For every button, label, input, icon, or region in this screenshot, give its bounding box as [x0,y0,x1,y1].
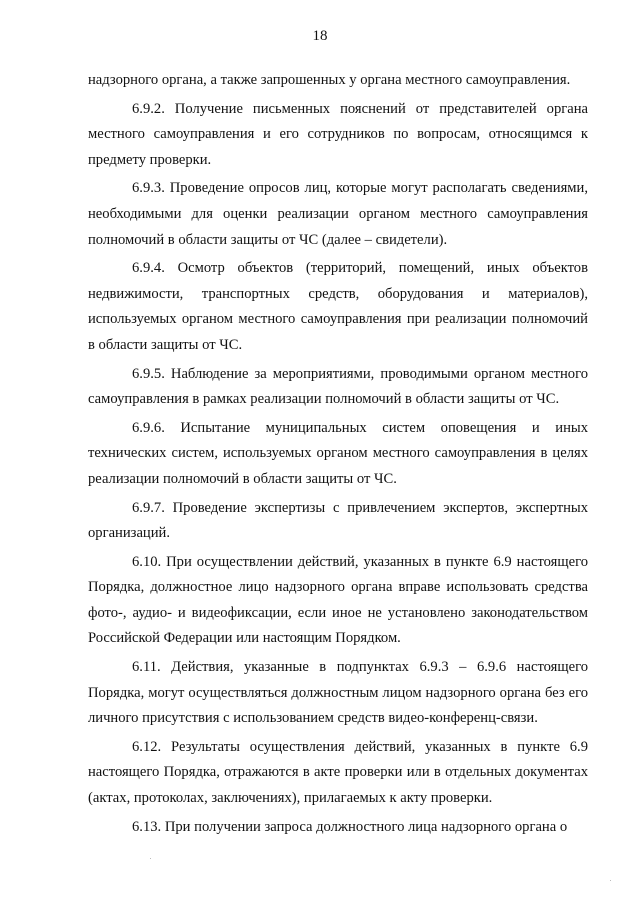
scan-speck [150,858,151,859]
paragraph-6-9-2: 6.9.2. Получение письменных пояснений от представителей органа местного самоуправления и его сотрудников по вопросам, относящимся к предмету проверки. [88,100,588,168]
scan-speck [610,880,611,881]
paragraph-6-9-4: 6.9.4. Осмотр объектов (территорий, помещений, иных объектов недвижимости, транспортных средств, оборудования и материалов), используемых органом местного самоуправления при реализации полномочий в области защиты от ЧС. [88,260,588,353]
paragraph-6-9-5: 6.9.5. Наблюдение за мероприятиями, проводимыми органом местного самоуправления в рамках реализации полномочий в области защиты от ЧС. [88,365,588,408]
paragraph-continuation: надзорного органа, а также запрошенных у органа местного самоуправления. [88,72,571,88]
document-body [88,68,588,843]
paragraph-6-10: 6.10. При осуществлении действий, указанных в пункте 6.9 настоящего Порядка, должностное лицо надзорного органа вправе использовать средства фото-, аудио- и видеофиксации, если иное не установлено законодательством Российской Федерации или настоящим Порядком. [88,553,588,647]
paragraph-6-9-3: 6.9.3. Проведение опросов лиц, которые могут располагать сведениями, необходимыми для оценки реализации органом местного самоуправления полномочий в области защиты от ЧС (далее – свидетели). [88,180,588,248]
paragraph-6-12: 6.12. Результаты осуществления действий, указанных в пункте 6.9 настоящего Порядка, отражаются в акте проверки или в отдельных документах (актах, протоколах, заключениях), прилагаемых к акту проверки. [88,738,588,807]
paragraph-6-9-6: 6.9.6. Испытание муниципальных систем оповещения и иных технических систем, используемых органом местного самоуправления в целях реализации полномочий в области защиты от ЧС. [88,419,588,487]
paragraph-6-13: 6.13. При получении запроса должностного лица надзорного органа о [132,818,568,835]
page-number: 18 [312,28,328,44]
paragraph-6-11: 6.11. Действия, указанные в подпунктах 6.9.3 – 6.9.6 настоящего Порядка, могут осуществляться должностным лицом надзорного органа без его личного присутствия с использованием средств видео-конференц-связи. [88,659,588,727]
paragraph-6-9-7: 6.9.7. Проведение экспертизы с привлечением экспертов, экспертных организаций. [88,499,588,542]
